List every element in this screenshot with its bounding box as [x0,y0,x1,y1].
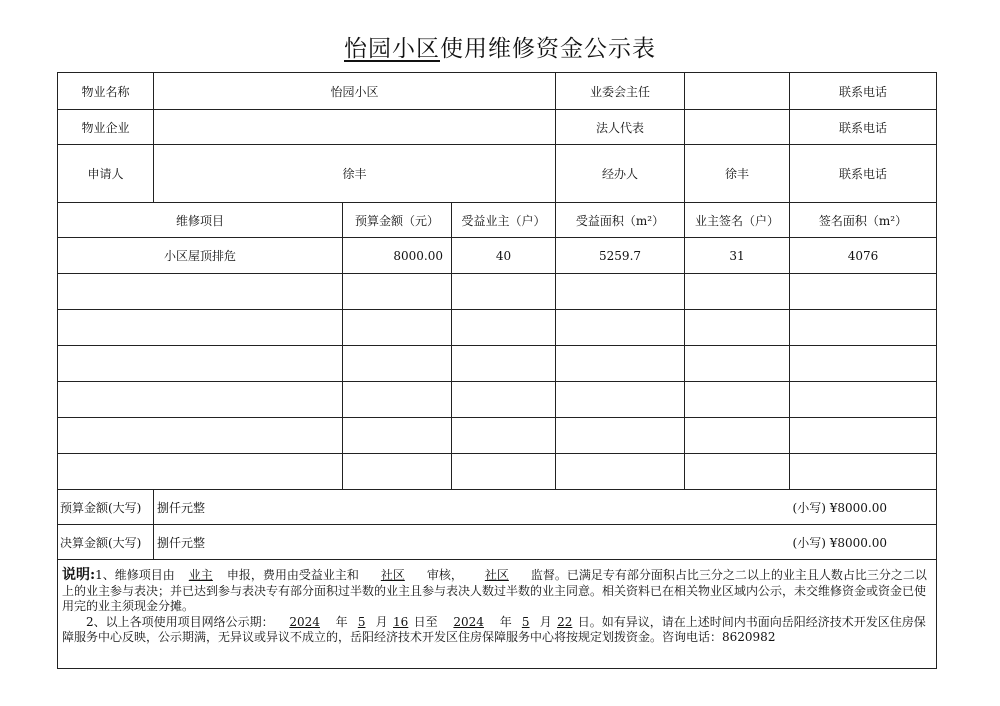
handler-label: 经办人 [556,145,685,203]
col-header-project: 维修项目 [58,203,343,238]
empty-row [58,274,937,310]
title-community: 怡园小区 [344,36,440,62]
property-name-label: 物业名称 [58,73,154,110]
cell-households: 40 [452,238,556,274]
note-fill-applicant: 业主 [188,568,213,582]
note-end-year: 2024 [453,614,484,629]
note-heading: 说明: [62,567,96,583]
col-header-signed-area: 签名面积（m²） [790,203,937,238]
note-fill-reviewer: 社区 [380,568,405,582]
col-header-budget: 预算金额（元） [343,203,452,238]
final-amount-row [58,525,937,560]
note-text: 年 [499,614,512,629]
note-text: 日至 [413,614,438,629]
property-name: 怡园小区 [154,73,556,110]
notes [58,560,937,669]
committee-director-label: 业委会主任 [556,73,685,110]
empty-row [58,382,937,418]
note-text: 1、维修项目由 [95,568,175,582]
handler: 徐丰 [685,145,790,203]
empty-row [58,418,937,454]
contact-label-3: 联系电话 [790,145,937,203]
note-text: 月 [539,614,552,629]
note-text: 申报，费用由受益业主和 [226,568,359,582]
cell-project: 小区屋顶排危 [58,238,343,274]
contact-label-2: 联系电话 [790,110,937,145]
legal-rep [685,110,790,145]
note-start-month: 5 [357,614,366,629]
contact-label-1: 联系电话 [790,73,937,110]
note-start-day: 16 [393,614,409,629]
page-title [0,30,1000,63]
committee-director [685,73,790,110]
property-company-label: 物业企业 [58,110,154,145]
fund-table [57,72,937,669]
cell-budget: 8000.00 [343,238,452,274]
final-small: (小写) ¥8000.00 [790,525,937,560]
col-header-area: 受益面积（m²） [556,203,685,238]
cell-area: 5259.7 [556,238,685,274]
empty-row [58,346,937,382]
table-row [58,238,937,274]
applicant: 徐丰 [154,145,556,203]
budget-small: (小写) ¥8000.00 [790,490,937,525]
budget-amount-row [58,490,937,525]
note-text: 年 [335,614,348,629]
final-label: 决算金额(大写) [58,525,154,560]
col-header-signed: 业主签名（户） [685,203,790,238]
note-start-year: 2024 [289,614,320,629]
table-header-row [58,203,937,238]
cell-signed-area: 4076 [790,238,937,274]
note-text: 月 [375,614,388,629]
empty-row [58,454,937,490]
note-fill-supervisor: 社区 [484,568,509,582]
applicant-label: 申请人 [58,145,154,203]
budget-words: 捌仟元整 [154,490,790,525]
note-text: 日。如有异议，请在上述时间内书面向岳阳经济技术开发区住房保障服务中心反映，公示期满，无异议或异议不成立的，岳阳经济技术开发区住房保障服务中心将按规定划拨资金。咨询电话：8620982 [62,614,926,644]
note-text: 监督。已满足专有部分面积占比三分之二以上的业主且人数占比三分之二以上的业主参与表决；并已达到参与表决专有部分面积过半数的业主且参与表决人数过半数的业主同意。相关资料已在相关物业区域内公示，未交维修资金或资金已使用完的业主须现金分摊。 [62,568,927,613]
note-end-month: 5 [521,614,530,629]
budget-label: 预算金额(大写) [58,490,154,525]
cell-signed: 31 [685,238,790,274]
empty-row [58,310,937,346]
title-rest: 使用维修资金公示表 [440,36,656,62]
note-end-day: 22 [557,614,573,629]
col-header-households: 受益业主（户） [452,203,556,238]
note-text: 审核， [426,568,463,582]
property-company [154,110,556,145]
final-words: 捌仟元整 [154,525,790,560]
legal-rep-label: 法人代表 [556,110,685,145]
note-text: 2、以上各项使用项目网络公示期： [86,614,274,629]
